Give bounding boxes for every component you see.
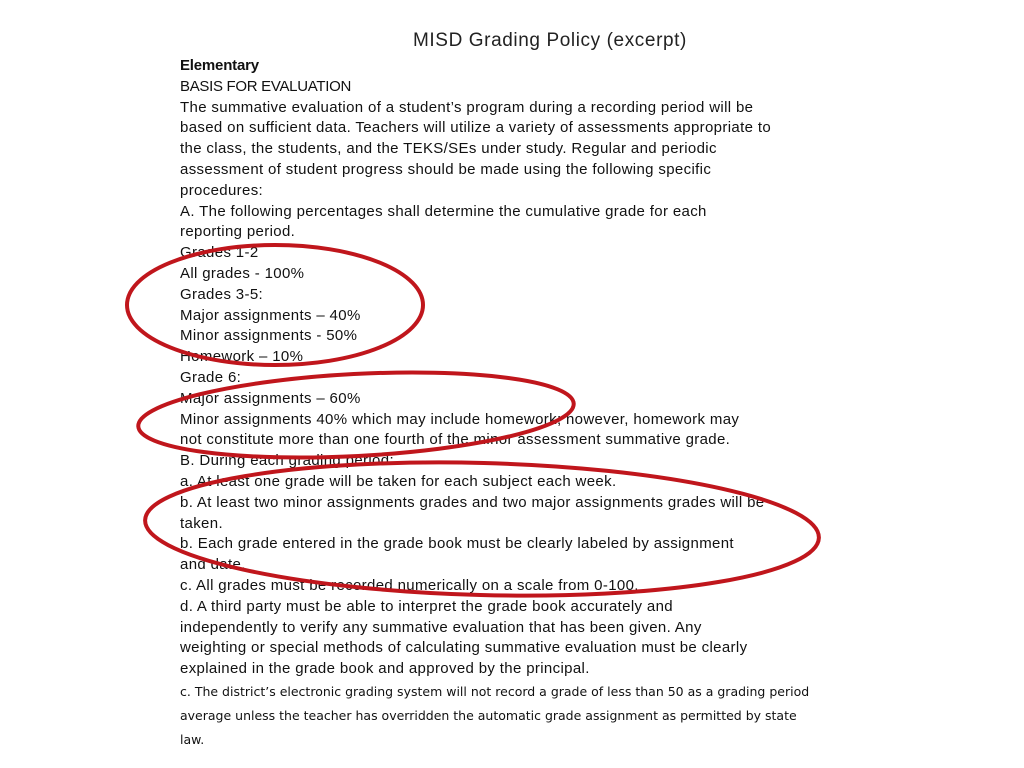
- text-line: average unless the teacher has overridden the automatic grade assignment as permitted by state: [180, 707, 797, 723]
- page-title: MISD Grading Policy (excerpt): [413, 30, 687, 51]
- text-line: Minor assignments 40% which may include homework; however, homework may: [180, 410, 740, 428]
- text-line: Minor assignments - 50%: [180, 327, 358, 345]
- text-line: Grades 3-5:: [180, 285, 264, 303]
- text-line: Homework – 10%: [180, 348, 304, 366]
- text-line: d. A third party must be able to interpret the grade book accurately and: [180, 597, 673, 615]
- text-line: Grades 1-2: [180, 244, 259, 262]
- policy-text: [180, 56, 880, 752]
- text-line: based on sufficient data. Teachers will utilize a variety of assessments appropriate to: [180, 119, 772, 137]
- text-line: the class, the students, and the TEKS/SEs under study. Regular and periodic: [180, 140, 717, 158]
- text-line: and date.: [180, 556, 246, 574]
- text-line: B. During each grading period:: [180, 452, 394, 470]
- text-line: b. At least two minor assignments grades and two major assignments grades will be: [180, 493, 765, 511]
- section-heading: Elementary: [180, 57, 259, 74]
- text-line: independently to verify any summative evaluation that has been given. Any: [180, 618, 702, 636]
- text-line: weighting or special methods of calculating summative evaluation must be clearly: [180, 639, 748, 657]
- text-line: explained in the grade book and approved by the principal.: [180, 660, 590, 678]
- text-line: procedures:: [180, 181, 264, 199]
- text-line: The summative evaluation of a student’s program during a recording period will be: [180, 98, 754, 116]
- text-line: c. The district’s electronic grading system will not record a grade of less than 50 as a grading period: [180, 683, 810, 699]
- text-line: Major assignments – 40%: [180, 306, 361, 324]
- text-line: Major assignments – 60%: [180, 389, 361, 407]
- text-line: A. The following percentages shall determine the cumulative grade for each: [180, 202, 707, 220]
- text-line: All grades - 100%: [180, 264, 305, 282]
- text-line: b. Each grade entered in the grade book must be clearly labeled by assignment: [180, 535, 734, 553]
- text-line: not constitute more than one fourth of the minor assessment summative grade.: [180, 431, 731, 449]
- text-line: c. All grades must be recorded numerically on a scale from 0-100.: [180, 576, 639, 594]
- text-line: Grade 6:: [180, 368, 242, 386]
- text-line: law.: [180, 731, 205, 747]
- text-line: taken.: [180, 514, 223, 532]
- text-line: assessment of student progress should be made using the following specific: [180, 160, 712, 178]
- text-line: reporting period.: [180, 223, 296, 241]
- subheading: BASIS FOR EVALUATION: [180, 77, 351, 95]
- text-line: a. At least one grade will be taken for each subject each week.: [180, 472, 617, 490]
